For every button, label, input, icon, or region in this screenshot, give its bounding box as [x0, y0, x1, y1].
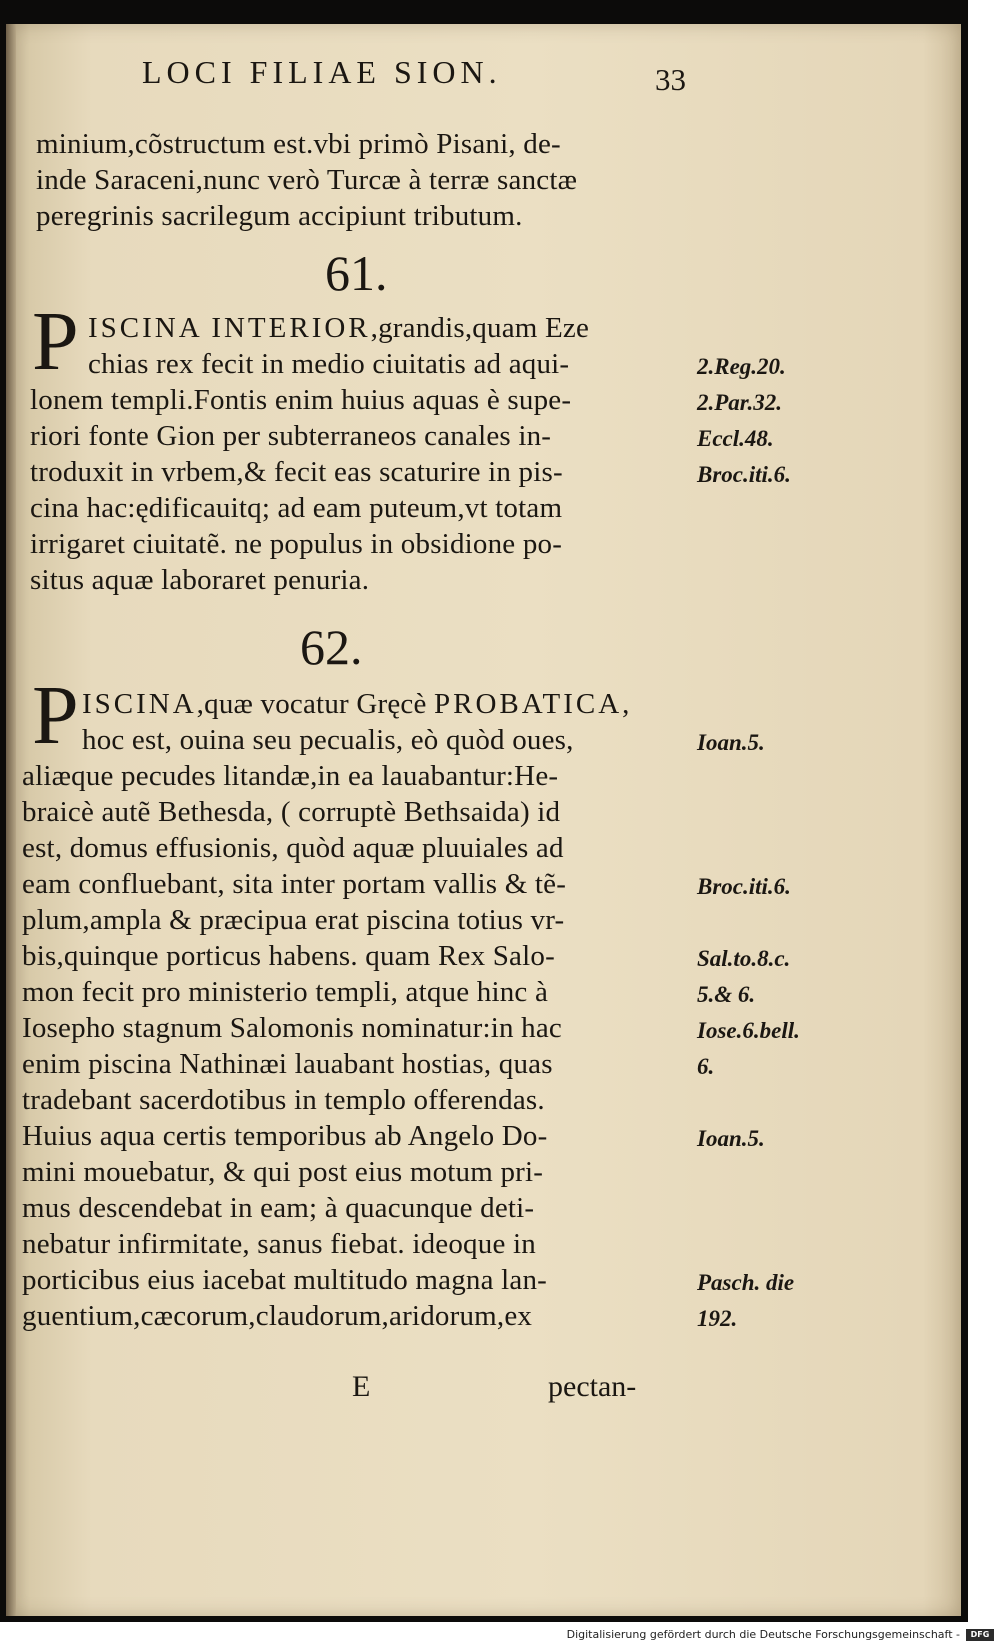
text-line: nebatur infirmitate, sanus fiebat. ideoque in [22, 1228, 536, 1260]
text-line: bis,quinque porticus habens. quam Rex Salo- [22, 940, 555, 972]
line-rest: ,quæ vocatur Gręcè [196, 688, 427, 720]
text-line: aliæque pecudes litandæ,in ea lauabantur:He- [22, 760, 559, 792]
text-line: est, domus effusionis, quòd aquæ pluuiales ad [22, 832, 564, 864]
folio-number: 33 [655, 62, 686, 97]
lead-caps: ISCINA [82, 688, 197, 720]
text-line: irrigaret ciuitatẽ. ne populus in obsidione po- [30, 528, 563, 560]
funding-credit: Digitalisierung gefördert durch die Deutsche Forschungsgemeinschaft - [566, 1628, 960, 1641]
text-line: mon fecit pro ministerio templi, atque hinc à [22, 976, 549, 1008]
section-number-61: 61. [325, 245, 388, 301]
signature-mark: E [352, 1370, 371, 1403]
text-line: hoc est, ouina seu pecualis, eò quòd oues, [82, 724, 574, 756]
line-rest: ,grandis,quam Eze [370, 312, 590, 344]
text-line: porticibus eius iacebat multitudo magna lan- [22, 1264, 548, 1296]
text-line: chias rex fecit in medio ciuitatis ad aqui- [88, 348, 570, 380]
margin-note: Iose.6.bell. [697, 1018, 800, 1043]
margin-note: 6. [697, 1054, 715, 1079]
text-line: mini mouebatur, & qui post eius motum pri- [22, 1156, 544, 1188]
text-line: eam confluebant, sita inter portam vallis & tẽ- [22, 868, 567, 900]
margin-note: 5.& 6. [697, 982, 756, 1007]
margin-note: Ioan.5. [697, 730, 765, 755]
text-line: cina hac:ędificauitq; ad eam puteum,vt totam [30, 492, 563, 524]
margin-note: 2.Reg.20. [697, 354, 786, 379]
text-line: guentium,cæcorum,claudorum,aridorum,ex [22, 1300, 533, 1332]
line-end: , [622, 688, 630, 720]
text-line: inde Saraceni,nunc verò Turcæ à terræ sanctæ [36, 164, 578, 196]
running-head: LOCI FILIAE SION. [142, 54, 502, 90]
margin-note: Broc.iti.6. [697, 874, 791, 899]
text-line: Huius aqua certis temporibus ab Angelo Do- [22, 1120, 548, 1152]
section-number-62: 62. [300, 619, 363, 675]
text-line: plum,ampla & præcipua erat piscina totius vr- [22, 904, 565, 936]
text-line: enim piscina Nathinæi lauabant hostias, quas [22, 1048, 553, 1080]
text-line: tradebant sacerdotibus in templo offerendas. [22, 1084, 545, 1116]
text-line: minium,cõstructum est.vbi primò Pisani, de- [36, 128, 561, 160]
drop-initial: P [32, 669, 79, 762]
catchword: pectan- [548, 1370, 637, 1403]
text-line [88, 312, 589, 345]
margin-note: 2.Par.32. [697, 390, 782, 415]
text-line: situs aquæ laboraret penuria. [30, 564, 370, 596]
text-line [82, 688, 630, 721]
margin-note: Pasch. die [697, 1270, 795, 1295]
text-line: mus descendebat in eam; à quacunque deti- [22, 1192, 535, 1224]
dfg-logo-icon: DFG [966, 1629, 994, 1641]
margin-note: 192. [697, 1306, 738, 1331]
text-line: riori fonte Gion per subterraneos canales in- [30, 420, 552, 452]
text-line: lonem templi.Fontis enim huius aquas è supe- [30, 384, 572, 416]
drop-initial: P [32, 295, 79, 388]
margin-note: Broc.iti.6. [697, 462, 791, 487]
text-line: troduxit in vrbem,& fecit eas scaturire in pis- [30, 456, 563, 488]
margin-note: Ioan.5. [697, 1126, 765, 1151]
margin-note: Sal.to.8.c. [697, 946, 791, 971]
lead-caps: ISCINA INTERIOR [88, 312, 371, 344]
text-line: braicè autẽ Bethesda, ( corruptè Bethsaida) id [22, 796, 561, 828]
margin-note: Eccl.48. [697, 426, 774, 451]
text-line: Iosepho stagnum Salomonis nominatur:in hac [22, 1012, 563, 1044]
text-line: peregrinis sacrilegum accipiunt tributum. [36, 200, 523, 232]
probatica-caps: PROBATICA [434, 688, 623, 720]
